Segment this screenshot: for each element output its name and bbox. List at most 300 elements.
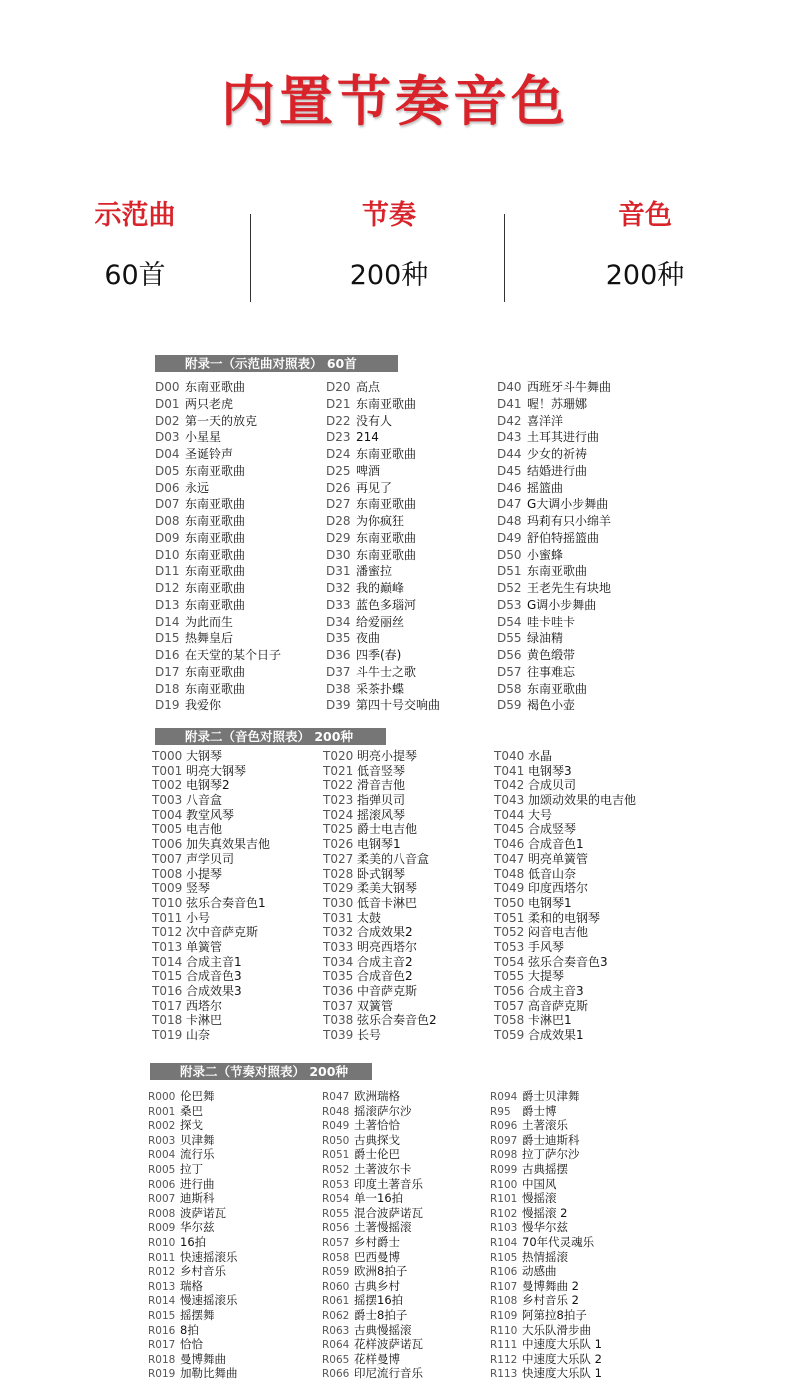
item-name: 乡村音乐 [180, 1264, 226, 1279]
table-row [322, 1177, 423, 1192]
table-column [155, 379, 281, 714]
item-name: 手风琴 [528, 939, 565, 954]
table-row [490, 1177, 602, 1192]
item-name: 往事难忘 [527, 664, 576, 679]
item-code: T026 [323, 837, 354, 852]
item-name: 爵士电吉他 [357, 822, 418, 837]
table-row [326, 463, 440, 480]
item-name: 圣诞铃声 [185, 447, 234, 461]
item-code: D02 [155, 413, 180, 428]
item-name: 拉丁 [180, 1161, 203, 1176]
stat-value: 200种 [349, 260, 429, 291]
section-header-rhythms: 附录二（节奏对照表） 200种 [150, 1063, 372, 1080]
table-row [326, 681, 440, 698]
item-name: 啤酒 [356, 463, 381, 478]
item-name: 玛莉有只小绵羊 [527, 514, 612, 528]
item-name: 东南亚歌曲 [356, 547, 417, 562]
item-name: 爵士博 [522, 1103, 557, 1118]
table-row [490, 1118, 602, 1133]
table-row [155, 379, 281, 396]
table-row [148, 1264, 238, 1279]
item-name: 明亮小提琴 [357, 749, 418, 763]
table-row [490, 1250, 602, 1265]
table-row [490, 1191, 602, 1206]
item-code: D29 [326, 530, 351, 545]
table-row [494, 749, 636, 764]
table-row [152, 837, 270, 852]
table-column [152, 749, 270, 1043]
table-row [322, 1162, 423, 1177]
item-code: T013 [152, 939, 183, 954]
item-code: D50 [497, 547, 522, 562]
item-name: 古典乡村 [354, 1278, 400, 1293]
item-code: T009 [152, 881, 183, 896]
item-name: 摇滚萨尔沙 [354, 1103, 412, 1118]
item-name: 混合波萨诺瓦 [354, 1205, 423, 1220]
item-name: 合成音色3 [186, 969, 242, 984]
item-name: 卡淋巴1 [528, 1013, 572, 1028]
item-code: R057 [322, 1236, 350, 1249]
item-name: 波萨诺瓦 [180, 1205, 226, 1220]
item-code: R101 [490, 1193, 518, 1206]
item-name: 合成主音1 [186, 954, 242, 969]
table-row [326, 396, 440, 413]
item-name: 蓝色多瑙河 [356, 597, 417, 612]
table-row [155, 697, 281, 714]
item-code: T041 [494, 763, 525, 778]
table-row [490, 1293, 602, 1308]
divider [504, 214, 505, 302]
table-row [323, 999, 437, 1014]
item-code: T037 [323, 998, 354, 1013]
table-row [326, 597, 440, 614]
table-row [322, 1104, 423, 1119]
item-name: 教堂风琴 [186, 807, 235, 822]
table-row [494, 852, 636, 867]
item-code: R102 [490, 1207, 518, 1220]
item-name: 古典摇摆 [522, 1161, 568, 1176]
table-row [494, 881, 636, 896]
item-name: 四季(春) [356, 648, 402, 662]
item-name: 古典慢摇滚 [354, 1322, 412, 1337]
item-code: D05 [155, 463, 180, 478]
item-name: 进行曲 [180, 1176, 215, 1191]
item-name: 舒伯特摇篮曲 [527, 530, 600, 545]
table-row [490, 1162, 602, 1177]
table-row [152, 911, 270, 926]
item-name: 给爱丽丝 [356, 614, 405, 629]
item-code: T015 [152, 969, 183, 984]
item-code: R012 [148, 1266, 176, 1279]
item-code: R056 [322, 1222, 350, 1235]
item-code: D21 [326, 396, 351, 411]
item-name: 两只老虎 [185, 396, 234, 411]
item-code: T004 [152, 807, 183, 822]
item-code: T059 [494, 1028, 525, 1043]
table-row [322, 1264, 423, 1279]
table-row [322, 1352, 423, 1367]
item-code: D58 [497, 681, 522, 696]
table-row [323, 1028, 437, 1043]
item-code: R048 [322, 1105, 350, 1118]
item-code: R001 [148, 1105, 176, 1118]
item-code: T003 [152, 793, 183, 808]
item-name: 竖琴 [186, 881, 211, 896]
table-row [326, 429, 440, 446]
table-row [322, 1133, 423, 1148]
item-code: T028 [323, 866, 354, 881]
item-name: 迪斯科 [180, 1191, 215, 1206]
table-row [152, 984, 270, 999]
table-row [494, 867, 636, 882]
item-code: D15 [155, 631, 180, 646]
item-name: 我的巅峰 [356, 581, 405, 595]
table-row [152, 940, 270, 955]
table-row [326, 480, 440, 497]
item-code: D36 [326, 648, 351, 662]
table-row [152, 1028, 270, 1043]
item-code: D56 [497, 648, 522, 662]
item-name: 乡村音乐 2 [522, 1293, 579, 1308]
stat-demo-songs [35, 196, 235, 294]
stat-value: 60首 [104, 260, 166, 291]
table-row [155, 480, 281, 497]
table-row [490, 1220, 602, 1235]
table-column [322, 1089, 423, 1381]
item-code: T044 [494, 807, 525, 822]
item-code: D10 [155, 547, 180, 562]
table-row [494, 955, 636, 970]
item-code: D28 [326, 514, 351, 528]
item-code: T042 [494, 778, 525, 793]
table-row [494, 999, 636, 1014]
table-row [155, 681, 281, 698]
item-name: 小提琴 [186, 866, 223, 881]
table-row [490, 1323, 602, 1338]
item-name: 合成音色1 [528, 837, 584, 852]
item-code: R106 [490, 1266, 518, 1279]
table-row [152, 764, 270, 779]
item-code: D00 [155, 380, 180, 394]
item-code: T048 [494, 866, 525, 881]
table-row [326, 446, 440, 463]
item-code: D40 [497, 380, 522, 394]
item-code: T032 [323, 925, 354, 940]
table-column [323, 749, 437, 1043]
table-row [497, 530, 611, 547]
item-name: 东南亚歌曲 [356, 497, 417, 512]
table-row [155, 563, 281, 580]
item-name: 电钢琴1 [528, 895, 572, 910]
table-row [323, 808, 437, 823]
table-row [497, 563, 611, 580]
item-code: D19 [155, 698, 180, 713]
table-row [494, 925, 636, 940]
item-code: D34 [326, 614, 351, 629]
table-row [152, 969, 270, 984]
item-name: 高点 [356, 380, 381, 394]
item-name: 明亮西塔尔 [357, 939, 418, 954]
item-code: T006 [152, 837, 183, 852]
item-name: 哇卡哇卡 [527, 614, 576, 629]
item-name: 流行乐 [180, 1147, 215, 1162]
item-code: D25 [326, 463, 351, 478]
table-row [490, 1206, 602, 1221]
table-row [490, 1104, 602, 1119]
table-row [323, 881, 437, 896]
table-row [323, 822, 437, 837]
item-code: D38 [326, 681, 351, 696]
stat-rhythms [289, 196, 489, 294]
item-name: 合成效果3 [186, 984, 242, 998]
table-row [326, 496, 440, 513]
item-name: 电钢琴1 [357, 837, 401, 852]
item-code: R000 [148, 1091, 176, 1103]
table-row [322, 1337, 423, 1352]
item-name: 慢摇滚 [522, 1191, 557, 1206]
item-code: D01 [155, 396, 180, 411]
item-name: 高音萨克斯 [528, 998, 589, 1013]
demo-songs-table [155, 379, 645, 715]
item-name: 恰恰 [180, 1337, 203, 1352]
table-row [155, 630, 281, 647]
item-name: 结婚进行曲 [527, 463, 588, 478]
item-name: 双簧管 [357, 998, 394, 1013]
table-row [497, 647, 611, 664]
table-row [323, 793, 437, 808]
table-row [490, 1279, 602, 1294]
item-code: D18 [155, 681, 180, 696]
table-row [323, 749, 437, 764]
item-name: 东南亚歌曲 [185, 380, 246, 394]
item-code: D04 [155, 447, 180, 461]
table-column [494, 749, 636, 1043]
item-code: R006 [148, 1178, 176, 1191]
item-code: R094 [490, 1091, 518, 1103]
table-row [155, 547, 281, 564]
item-name: 东南亚歌曲 [185, 530, 246, 545]
table-row [152, 896, 270, 911]
item-name: 中国风 [522, 1176, 557, 1191]
table-row [322, 1250, 423, 1265]
item-name: 大乐队滑步曲 [522, 1322, 591, 1337]
table-row [497, 379, 611, 396]
item-name: 花样波萨诺瓦 [354, 1337, 423, 1352]
table-row [148, 1118, 238, 1133]
item-code: T027 [323, 851, 354, 866]
item-code: T055 [494, 969, 525, 984]
item-name: 在天堂的某个日子 [185, 648, 282, 662]
item-name: 快速摇滚乐 [180, 1249, 238, 1264]
table-row [322, 1089, 423, 1104]
table-row [494, 984, 636, 999]
table-row [148, 1250, 238, 1265]
item-code: D59 [497, 698, 522, 713]
item-name: 华尔兹 [180, 1220, 215, 1235]
table-row [148, 1206, 238, 1221]
table-row [148, 1191, 238, 1206]
item-name: 柔和的电钢琴 [528, 910, 601, 925]
table-row [497, 496, 611, 513]
stat-label: 节奏 [362, 200, 416, 231]
item-name: 东南亚歌曲 [185, 497, 246, 512]
item-code: R064 [322, 1339, 350, 1352]
item-code: D20 [326, 380, 351, 394]
item-name: 长号 [357, 1028, 382, 1043]
item-code: T054 [494, 954, 525, 969]
table-row [497, 580, 611, 597]
table-row [323, 1013, 437, 1028]
table-row [323, 867, 437, 882]
item-code: R005 [148, 1163, 176, 1176]
table-row [326, 530, 440, 547]
stat-value: 200种 [605, 260, 685, 291]
table-row [152, 999, 270, 1014]
item-code: D45 [497, 463, 522, 478]
item-name: 我爱你 [185, 698, 222, 713]
table-row [148, 1279, 238, 1294]
item-code: T025 [323, 822, 354, 837]
item-name: 东南亚歌曲 [185, 681, 246, 696]
section-header-demo-songs: 附录一（示范曲对照表） 60首 [155, 355, 398, 372]
table-row [494, 764, 636, 779]
item-code: T045 [494, 822, 525, 837]
table-row [490, 1235, 602, 1250]
item-code: R099 [490, 1163, 518, 1176]
table-row [152, 867, 270, 882]
item-code: D41 [497, 396, 522, 411]
item-code: T043 [494, 793, 525, 808]
item-code: D14 [155, 614, 180, 629]
table-row [322, 1220, 423, 1235]
table-row [152, 822, 270, 837]
item-code: R110 [490, 1324, 518, 1337]
item-name: 东南亚歌曲 [527, 564, 588, 579]
item-code: D08 [155, 514, 180, 528]
table-row [322, 1293, 423, 1308]
item-name: 土著滚乐 [522, 1118, 568, 1133]
table-row [155, 513, 281, 530]
table-row [326, 614, 440, 631]
table-row [497, 463, 611, 480]
table-row [152, 925, 270, 940]
item-code: D47 [497, 497, 522, 512]
item-name: 探戈 [180, 1118, 203, 1133]
table-column [490, 1089, 602, 1381]
table-row [490, 1264, 602, 1279]
item-name: 小星星 [185, 430, 222, 445]
item-name: 夜曲 [356, 631, 381, 646]
item-code: T039 [323, 1028, 354, 1043]
stat-tones [545, 196, 745, 294]
item-code: T057 [494, 998, 525, 1013]
item-code: R019 [148, 1368, 176, 1381]
table-row [148, 1323, 238, 1338]
item-name: 合成音色2 [357, 969, 413, 984]
table-row [322, 1308, 423, 1323]
item-name: 大提琴 [528, 969, 565, 984]
table-row [490, 1366, 602, 1381]
item-code: T002 [152, 778, 183, 793]
item-code: D16 [155, 648, 180, 662]
table-row [323, 969, 437, 984]
table-column [148, 1089, 238, 1381]
item-name: 少女的祈祷 [527, 447, 588, 461]
item-name: 伦巴舞 [180, 1089, 215, 1103]
item-code: T034 [323, 954, 354, 969]
table-row [497, 396, 611, 413]
table-row [494, 793, 636, 808]
item-code: R010 [148, 1236, 176, 1249]
item-name: 电吉他 [186, 822, 223, 837]
item-name: 滑音吉他 [357, 778, 406, 793]
item-name: 贝津舞 [180, 1132, 215, 1147]
item-code: R052 [322, 1163, 350, 1176]
table-row [152, 808, 270, 823]
item-name: 卧式钢琴 [357, 866, 406, 881]
item-code: D35 [326, 631, 351, 646]
item-name: 土著恰恰 [354, 1118, 400, 1133]
item-code: R066 [322, 1368, 350, 1381]
table-row [494, 911, 636, 926]
table-row [148, 1162, 238, 1177]
item-name: 土著慢摇滚 [354, 1220, 412, 1235]
table-row [155, 463, 281, 480]
table-row [322, 1323, 423, 1338]
table-row [322, 1191, 423, 1206]
item-name: 桑巴 [180, 1103, 203, 1118]
item-name: 小号 [186, 910, 211, 925]
table-row [326, 547, 440, 564]
item-code: D13 [155, 597, 180, 612]
item-code: T050 [494, 895, 525, 910]
item-code: R008 [148, 1207, 176, 1220]
item-code: R95 [490, 1105, 511, 1118]
item-code: D55 [497, 631, 522, 646]
item-code: D17 [155, 664, 180, 679]
table-row [490, 1133, 602, 1148]
tones-table [152, 749, 672, 1045]
table-row [152, 955, 270, 970]
item-name: 为你疯狂 [356, 514, 405, 528]
item-name: 爵士贝津舞 [522, 1089, 580, 1103]
page-title: 内置节奏音色 [221, 70, 569, 133]
item-code: R003 [148, 1134, 176, 1147]
item-code: D06 [155, 480, 180, 495]
item-name: 东南亚歌曲 [185, 463, 246, 478]
item-code: D09 [155, 530, 180, 545]
item-name: 卡淋巴 [186, 1013, 223, 1028]
item-code: D52 [497, 581, 522, 595]
item-name: 热舞皇后 [185, 631, 234, 646]
item-code: R063 [322, 1324, 350, 1337]
table-row [155, 429, 281, 446]
item-name: 黄色缎带 [527, 648, 576, 662]
item-name: 合成贝司 [528, 778, 577, 793]
table-row [148, 1089, 238, 1104]
item-code: R051 [322, 1149, 350, 1162]
item-name: 合成效果1 [528, 1028, 584, 1043]
table-row [323, 955, 437, 970]
table-row [155, 647, 281, 664]
item-name: 西班牙斗牛舞曲 [527, 380, 612, 394]
item-code: T018 [152, 1013, 183, 1028]
table-row [326, 379, 440, 396]
item-code: R007 [148, 1193, 176, 1206]
item-code: R017 [148, 1339, 176, 1352]
item-code: R013 [148, 1280, 176, 1293]
item-name: 拉丁萨尔沙 [522, 1147, 580, 1162]
